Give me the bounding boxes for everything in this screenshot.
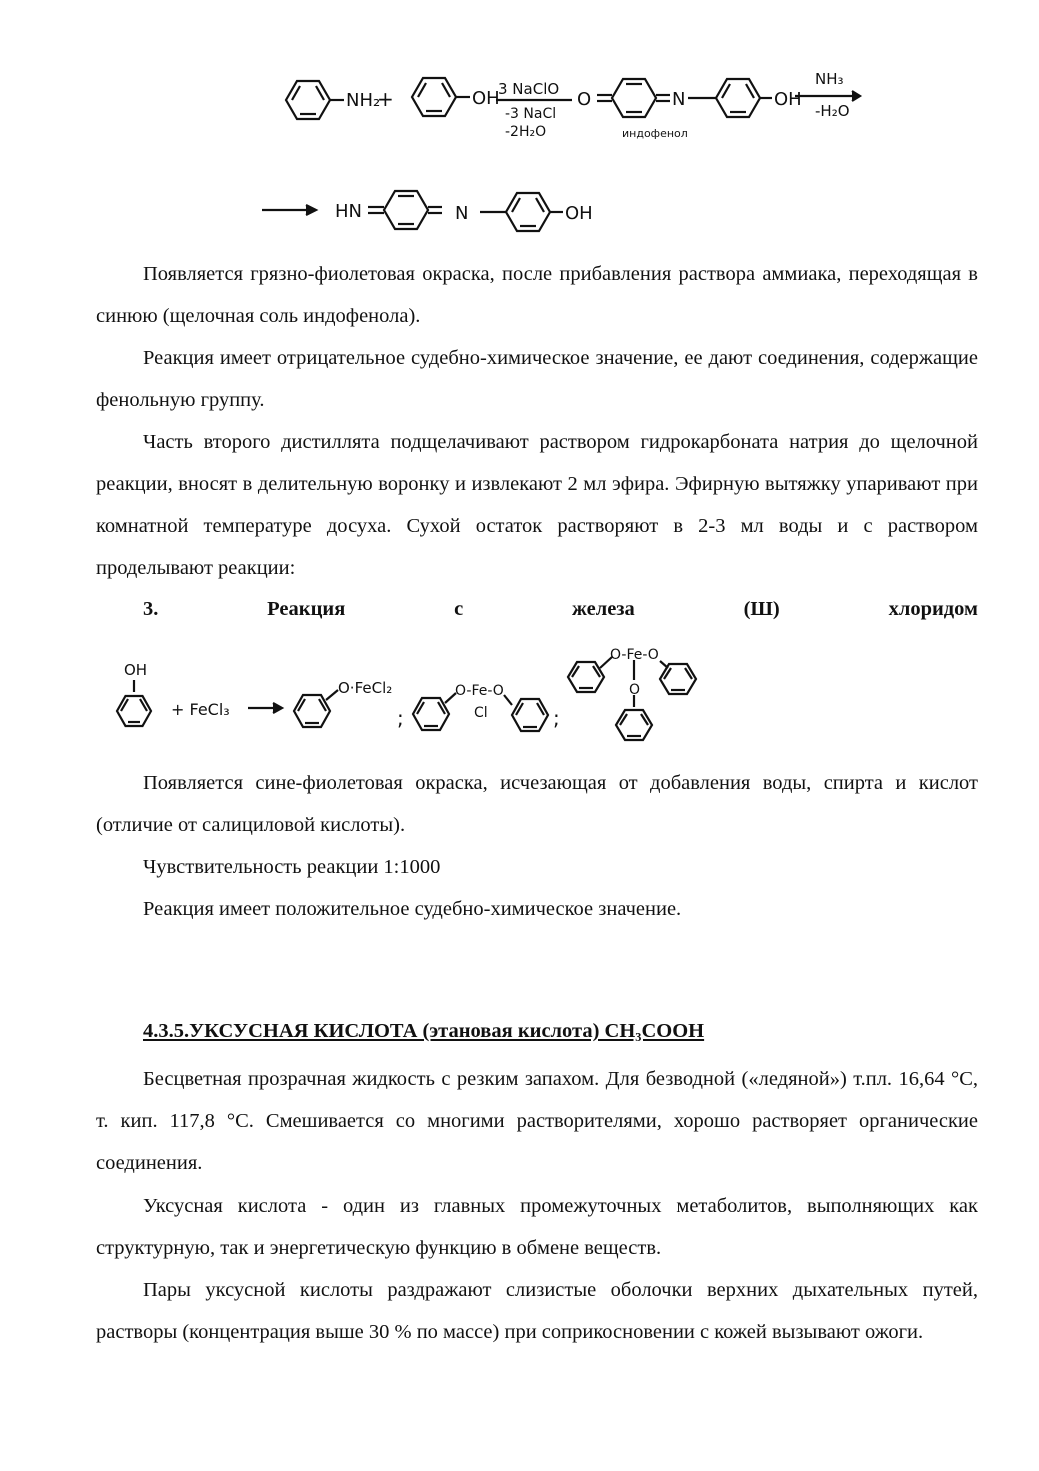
paragraph-acetic-acid-properties: Бесцветная прозрачная жидкость с резким запахом. Для безводной («ледяной») т.пл. 16,64 °С, т. кип. 117,8 °С. Смешивается со многими растворителями, хорошо растворяет органические соединения. [96, 1068, 978, 1174]
paragraph-sensitivity: Чувствительность реакции 1:1000 [143, 856, 441, 878]
reaction-word: Реакция [267, 598, 346, 620]
product-oh-label: OH [565, 203, 593, 224]
ferric-chloride-reaction-scheme [0, 635, 1039, 755]
phenol-group-label: OH [472, 88, 500, 109]
product-3-oxygen-label: O [629, 682, 641, 698]
section-heading-acetic-acid: 4.3.5.УКСУСНАЯ КИСЛОТА (этановая кислота) CH₃COOH [143, 1020, 705, 1042]
paragraph-distillate-procedure: Часть второго дистиллята подщелачивают раствором гидрокарбоната натрия до щелочной реакции, вносят в делительную воронку и извлекают 2 мл эфира. Эфирную вытяжку упаривают при комнатной температуре досуха. Сухой остаток растворяют в 2-3 мл воды и с раствором проделывают реакции: [96, 431, 978, 579]
product-1-label: O·FeCl₂ [338, 679, 393, 697]
reaction-word: (Ш) [743, 598, 780, 620]
paragraph-blue-violet-color: Появляется сине-фиолетовая окраска, исчезающая от добавления воды, спирта и кислот (отличие от салициловой кислоты). [96, 772, 978, 836]
reaction-3-heading [143, 598, 978, 621]
reagent-bottom-label-2: -2H₂O [505, 124, 547, 140]
product-2-chlorine-label: Cl [474, 705, 488, 721]
indophenol-reaction-scheme [0, 0, 1039, 260]
paragraph-indophenol-color: Появляется грязно-фиолетовая окраска, после прибавления раствора аммиака, переходящая в синюю (щелочная соль индофенола). [96, 263, 978, 327]
product-3-label: O-Fe-O [610, 647, 659, 663]
indophenol-caption: индофенол [622, 127, 688, 140]
paragraph-positive-significance: Реакция имеет положительное судебно-химическое значение. [143, 898, 682, 920]
plus-sign: + [377, 87, 394, 111]
paragraph-negative-significance: Реакция имеет отрицательное судебно-химическое значение, ее дают соединения, содержащие фенольную группу. [96, 347, 978, 411]
product-n-label: N [455, 203, 469, 224]
paragraph-acetic-acid-metabolism: Уксусная кислота - один из главных промежуточных метаболитов, выполняющих как структурную, так и энергетическую функцию в обмене веществ. [96, 1195, 978, 1259]
water-loss-label: -H₂O [815, 102, 850, 120]
reaction-word: хлоридом [888, 598, 978, 620]
reagent-bottom-label-1: -3 NaCl [505, 106, 557, 122]
phenol-oh-label: OH [124, 661, 148, 679]
product-2-label: O-Fe-O [455, 683, 504, 699]
separator: ; [553, 706, 560, 730]
aniline-group-label: NH₂ [346, 90, 381, 111]
paragraph-acetic-acid-hazards: Пары уксусной кислоты раздражают слизистые оболочки верхних дыхательных путей, растворы (концентрация выше 30 % по массе) при соприкосновении с кожей вызывают ожоги. [96, 1279, 978, 1343]
product-hn-label: HN [335, 201, 362, 222]
imine-nitrogen-label: N [672, 89, 686, 110]
reagent-top-label: 3 NaClO [498, 80, 560, 98]
quinone-oxygen-label: O [577, 89, 592, 110]
ferric-chloride-reagent: + FeCl₃ [171, 700, 230, 719]
reaction-word: с [454, 598, 464, 620]
ammonia-reagent-label: NH₃ [815, 70, 844, 88]
reaction-number: 3. [143, 598, 159, 620]
indophenol-oh-label: OH [774, 89, 802, 110]
separator: ; [397, 706, 404, 730]
reaction-word: железа [572, 598, 635, 620]
